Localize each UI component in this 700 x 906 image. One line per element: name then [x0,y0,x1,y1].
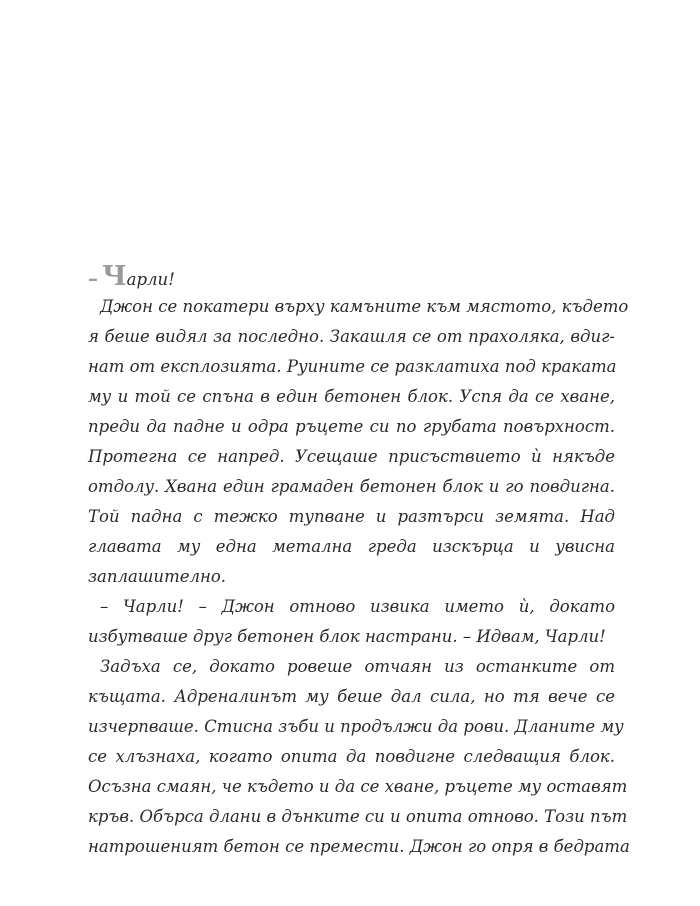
text-line: Задъха се, докато ровеше отчаян из останките от [100,657,615,676]
text-line: му и той се спъна в един бетонен блок. Успя да се хване, [88,387,615,406]
drop-cap: Ч [102,261,127,292]
paragraph-2 [88,592,615,652]
paragraph-3 [88,652,630,862]
text-line: – Чарли! – Джон отново извика името ѝ, докато [100,597,615,616]
opening-dash: – [88,266,98,290]
text-line: натрошеният бетон се премести. Джон го опря в бедрата [88,837,630,856]
text-line: се хлъзнаха, когато опита да повдигне следващия блок. [88,747,615,766]
text-line: отдолу. Хвана един грамаден бетонен блок и го повдигна. [88,477,615,496]
text-line: Джон се покатери върху камъните към мястото, където [100,297,629,316]
paragraph-1 [88,292,629,592]
text-line: нат от експлозията. Руините се разклатиха под краката [88,357,617,376]
text-line: я беше видял за последно. Закашля се от прахоляка, вдиг- [88,327,615,346]
text-line: Той падна с тежко тупване и разтърси земята. Над [88,507,615,526]
text-line: преди да падне и одра ръцете си по грубата повърхност. [88,417,615,436]
text-line: заплашително. [88,567,227,586]
text-line: главата му една метална греда изскърца и увисна [88,537,615,556]
opening-text: арли! [126,270,175,289]
text-line: Протегна се напред. Усещаше присъствието ѝ някъде [88,447,615,466]
chapter-opening [88,262,615,292]
page-body [88,261,630,862]
text-line: избутваше друг бетонен блок настрани. – Идвам, Чарли! [88,627,606,646]
text-line: изчерпваше. Стисна зъби и продължи да рови. Дланите му [88,717,624,736]
text-line: Осъзна смаян, че където и да се хване, ръцете му оставят [88,777,628,796]
text-line: къщата. Адреналинът му беше дал сила, но тя вече се [88,687,615,706]
text-line: кръв. Обърса длани в дънките си и опита отново. Този път [88,807,628,826]
